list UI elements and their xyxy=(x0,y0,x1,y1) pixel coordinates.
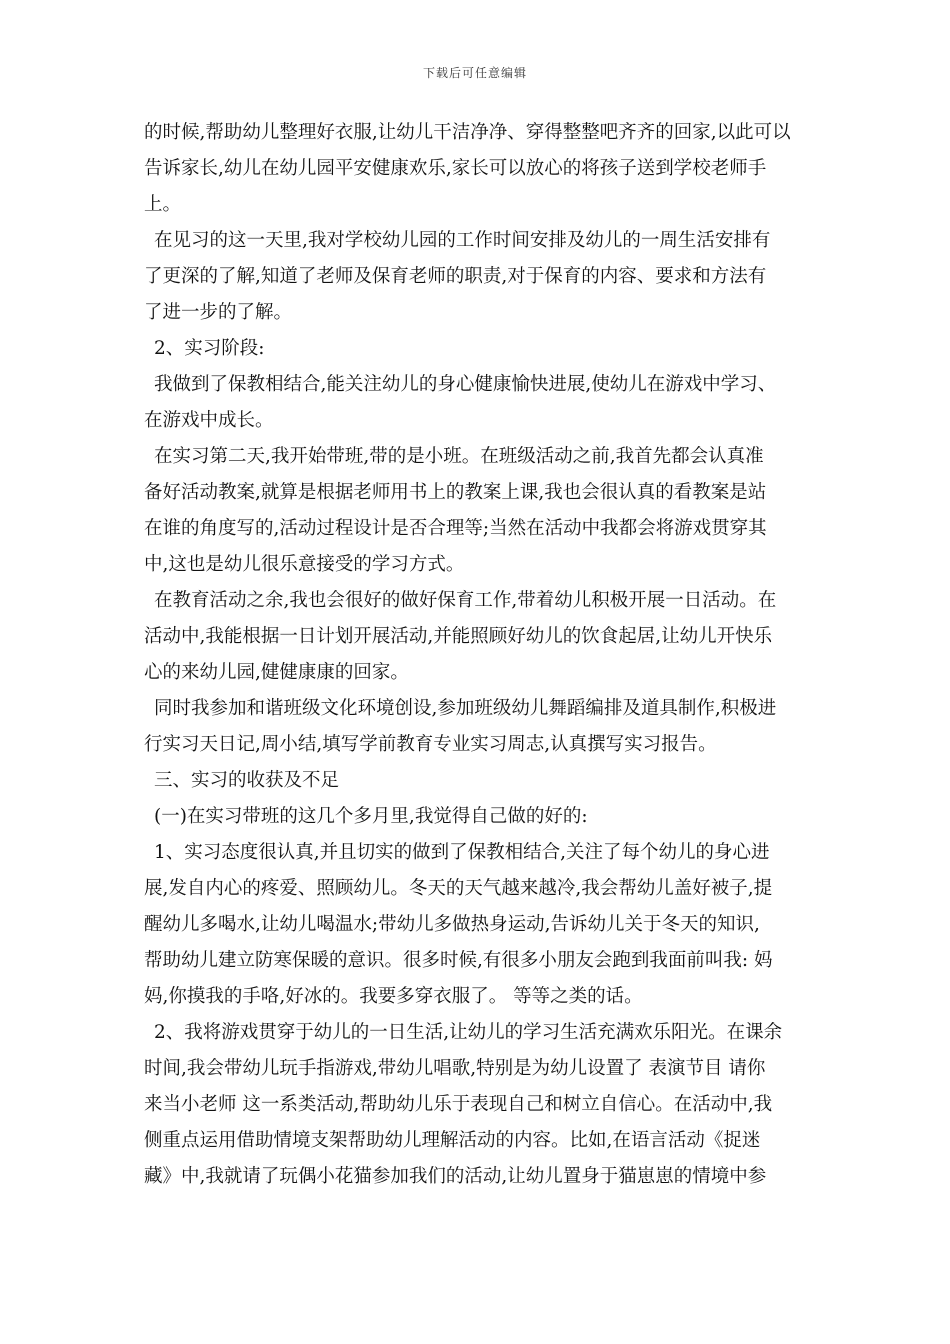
text-line: 中,这也是幼儿很乐意接受的学习方式。 xyxy=(144,554,465,575)
text-line: 活动中,我能根据一日计划开展活动,并能照顾好幼儿的饮食起居,让幼儿开快乐 xyxy=(144,626,773,647)
text-line: 2、我将游戏贯穿于幼儿的一日生活,让幼儿的学习生活充满欢乐阳光。在课余 xyxy=(154,1022,783,1043)
text-line: 在谁的角度写的,活动过程设计是否合理等;当然在活动中我都会将游戏贯穿其 xyxy=(144,518,767,539)
text-line: (一)在实习带班的这几个多月里,我觉得自己做的好的: xyxy=(154,806,588,827)
text-line: 上。 xyxy=(144,194,182,215)
page-header: 下载后可任意编辑 xyxy=(422,66,527,80)
text-line: 展,发自内心的疼爱、照顾幼儿。冬天的天气越来越冷,我会帮幼儿盖好被子,提 xyxy=(144,878,773,899)
text-line: 2、实习阶段: xyxy=(154,338,265,359)
text-line: 妈,你摸我的手咯,好冰的。我要多穿衣服了。 等等之类的话。 xyxy=(144,986,643,1007)
document-body xyxy=(144,115,808,1195)
text-line: 行实习天日记,周小结,填写学前教育专业实习周志,认真撰写实习报告。 xyxy=(144,734,717,755)
text-line: 醒幼儿多喝水,让幼儿喝温水;带幼儿多做热身运动,告诉幼儿关于冬天的知识, xyxy=(144,914,760,935)
text-line: 在见习的这一天里,我对学校幼儿园的工作时间安排及幼儿的一周生活安排有 xyxy=(154,230,771,251)
text-line: 了更深的了解,知道了老师及保育老师的职责,对于保育的内容、要求和方法有 xyxy=(144,266,767,287)
text-line: 在教育活动之余,我也会很好的做好保育工作,带着幼儿积极开展一日活动。在 xyxy=(154,590,777,611)
text-line: 心的来幼儿园,健健康康的回家。 xyxy=(144,662,409,683)
text-line: 告诉家长,幼儿在幼儿园平安健康欢乐,家长可以放心的将孩子送到学校老师手 xyxy=(144,158,767,179)
text-line: 在实习第二天,我开始带班,带的是小班。在班级活动之前,我首先都会认真准 xyxy=(154,446,764,467)
text-line: 在游戏中成长。 xyxy=(144,410,274,431)
text-line: 三、实习的收获及不足 xyxy=(154,770,340,791)
text-line: 了进一步的了解。 xyxy=(144,302,293,323)
text-line: 同时我参加和谐班级文化环境创设,参加班级幼儿舞蹈编排及道具制作,积极进 xyxy=(154,698,777,719)
text-line: 侧重点运用借助情境支架帮助幼儿理解活动的内容。比如,在语言活动《捉迷 xyxy=(144,1130,761,1151)
text-line: 我做到了保教相结合,能关注幼儿的身心健康愉快进展,使幼儿在游戏中学习、 xyxy=(154,374,777,395)
text-line: 来当小老师 这一系类活动,帮助幼儿乐于表现自己和树立自信心。在活动中,我 xyxy=(144,1094,773,1115)
text-line: 时间,我会带幼儿玩手指游戏,带幼儿唱歌,特别是为幼儿设置了 表演节目 请你 xyxy=(144,1058,766,1079)
text-line: 1、实习态度很认真,并且切实的做到了保教相结合,关注了每个幼儿的身心进 xyxy=(154,842,770,863)
text-line: 备好活动教案,就算是根据老师用书上的教案上课,我也会很认真的看教案是站 xyxy=(144,482,767,503)
text-line: 帮助幼儿建立防寒保暖的意识。很多时候,有很多小朋友会跑到我面前叫我: 妈 xyxy=(144,950,773,971)
text-line: 的时候,帮助幼儿整理好衣服,让幼儿干洁净净、穿得整整吧齐齐的回家,以此可以 xyxy=(144,122,791,143)
text-line: 藏》中,我就请了玩偶小花猫参加我们的活动,让幼儿置身于猫崽崽的情境中参 xyxy=(144,1166,767,1187)
